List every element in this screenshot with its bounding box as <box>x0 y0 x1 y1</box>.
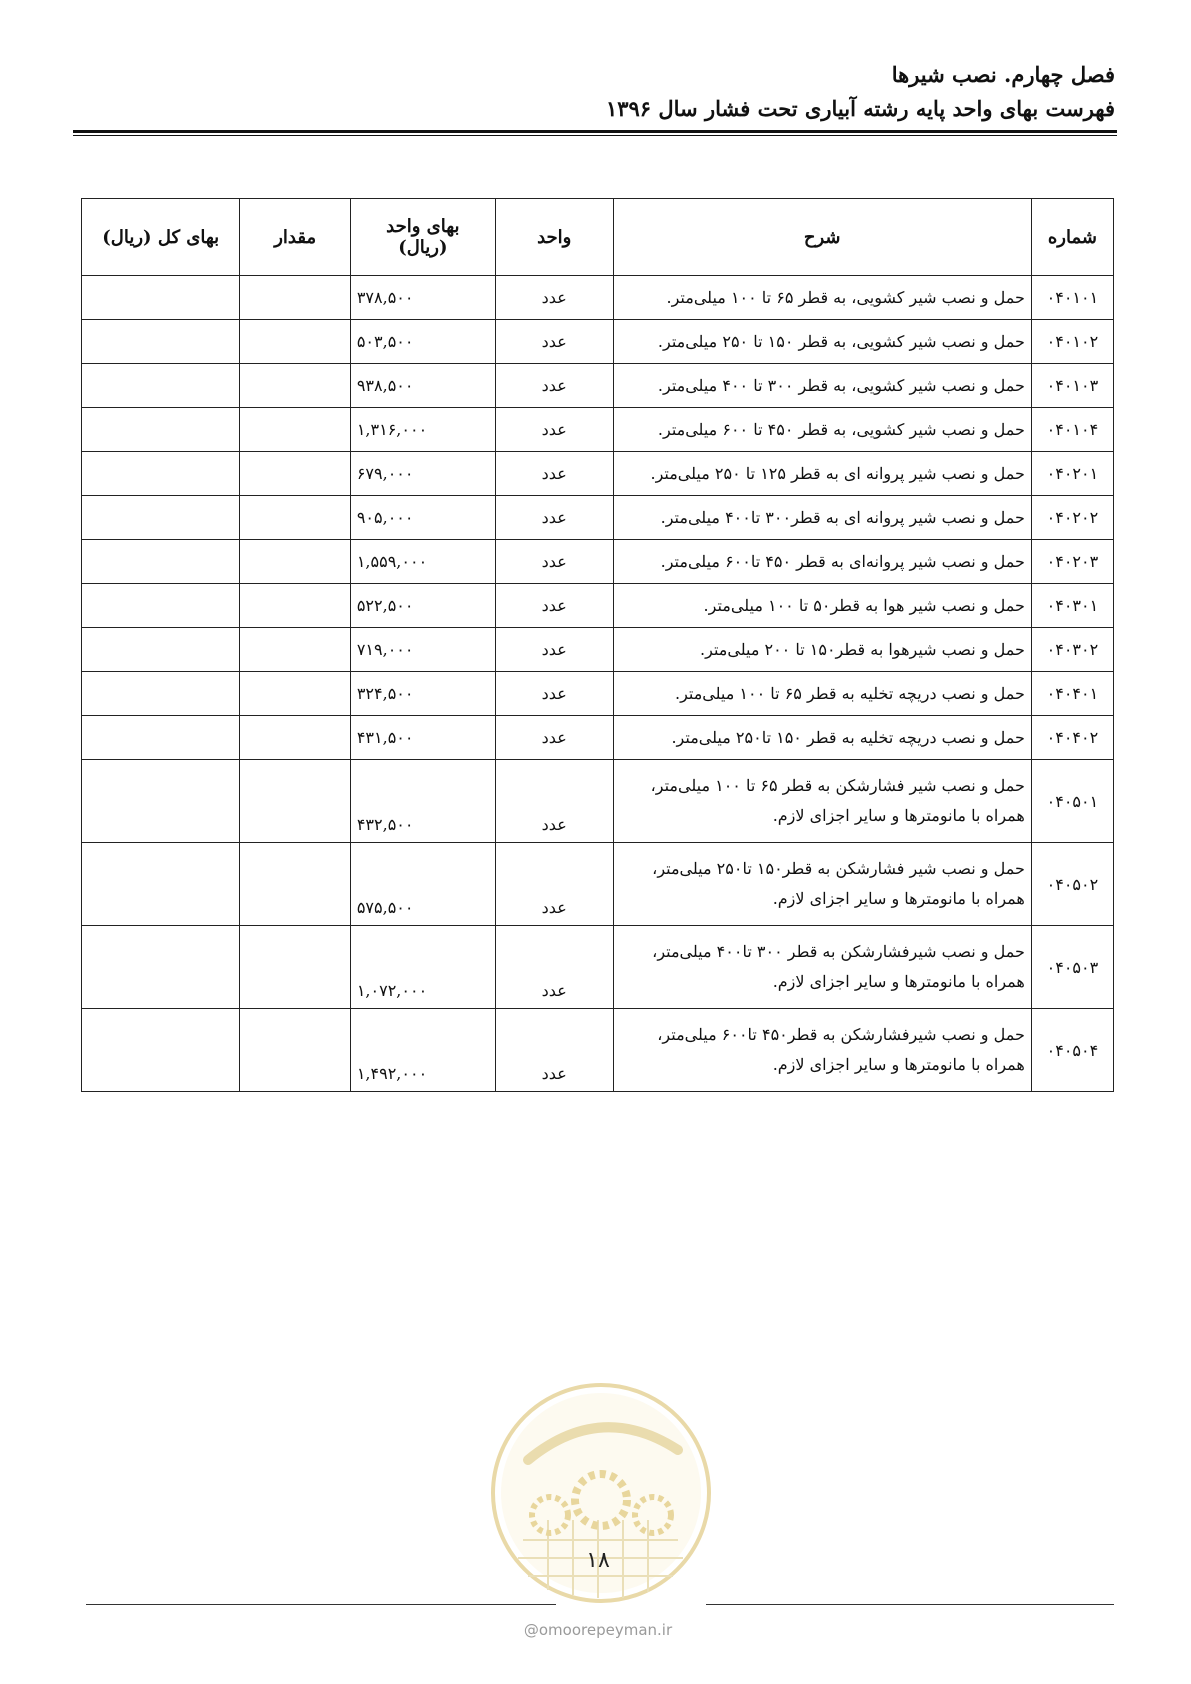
cell-code: ۰۴۰۱۰۳ <box>1031 364 1113 408</box>
footer-rule-left <box>86 1604 556 1605</box>
cell-code: ۰۴۰۳۰۲ <box>1031 628 1113 672</box>
cell-description <box>613 926 1031 1009</box>
cell-quantity <box>240 926 350 1009</box>
header-rule-thin <box>73 135 1117 136</box>
page-number: ۱۸ <box>586 1548 610 1573</box>
cell-description <box>613 496 1031 540</box>
cell-code: ۰۴۰۵۰۱ <box>1031 760 1113 843</box>
cell-code: ۰۴۰۵۰۳ <box>1031 926 1113 1009</box>
description-line: همراه با مانومترها و سایر اجزای لازم. <box>772 1055 1025 1074</box>
cell-quantity <box>240 540 350 584</box>
table-header-row <box>82 199 1114 276</box>
cell-total-price <box>82 843 240 926</box>
cell-total-price <box>82 760 240 843</box>
cell-description <box>613 628 1031 672</box>
cell-unit-price: ۹۳۸,۵۰۰ <box>350 364 495 408</box>
cell-total-price <box>82 452 240 496</box>
cell-unit: عدد <box>495 320 613 364</box>
cell-total-price <box>82 584 240 628</box>
cell-total-price <box>82 364 240 408</box>
cell-quantity <box>240 320 350 364</box>
cell-total-price <box>82 716 240 760</box>
cell-description <box>613 364 1031 408</box>
cell-unit: عدد <box>495 716 613 760</box>
description-line: حمل و نصب شیر پروانه ای به قطر۳۰۰ تا۴۰۰ میلی‌متر. <box>660 507 1025 527</box>
description-line: حمل و نصب شیر پروانه‌ای به قطر ۴۵۰ تا۶۰۰ میلی‌متر. <box>660 551 1025 571</box>
cell-description <box>613 1009 1031 1092</box>
cell-quantity <box>240 672 350 716</box>
table-row <box>82 584 1114 628</box>
cell-code: ۰۴۰۴۰۲ <box>1031 716 1113 760</box>
cell-quantity <box>240 716 350 760</box>
cell-description <box>613 760 1031 843</box>
header-quantity: مقدار <box>240 199 350 276</box>
cell-unit: عدد <box>495 540 613 584</box>
description-line: همراه با مانومترها و سایر اجزای لازم. <box>772 972 1025 991</box>
description-line: حمل و نصب شیر پروانه ای به قطر ۱۲۵ تا ۲۵۰ میلی‌متر. <box>650 463 1025 483</box>
cell-description <box>613 843 1031 926</box>
description-line: حمل و نصب شیر کشویی، به قطر ۱۵۰ تا ۲۵۰ میلی‌متر. <box>657 331 1025 351</box>
cell-unit-price: ۱,۰۷۲,۰۰۰ <box>350 926 495 1009</box>
cell-quantity <box>240 452 350 496</box>
cell-total-price <box>82 496 240 540</box>
table-row <box>82 716 1114 760</box>
cell-unit-price: ۱,۵۵۹,۰۰۰ <box>350 540 495 584</box>
description-line: همراه با مانومترها و سایر اجزای لازم. <box>772 889 1025 908</box>
table-row <box>82 926 1114 1009</box>
cell-unit-price: ۵۷۵,۵۰۰ <box>350 843 495 926</box>
cell-quantity <box>240 843 350 926</box>
cell-unit-price: ۱,۴۹۲,۰۰۰ <box>350 1009 495 1092</box>
description-line: حمل و نصب دریچه تخلیه به قطر ۶۵ تا ۱۰۰ میلی‌متر. <box>674 683 1025 703</box>
table-row <box>82 364 1114 408</box>
chapter-title: فصل چهارم. نصب شیرها <box>891 62 1115 87</box>
cell-quantity <box>240 496 350 540</box>
cell-description <box>613 408 1031 452</box>
table-row <box>82 276 1114 320</box>
website-watermark: @omoorepeyman.ir <box>523 1621 673 1639</box>
header-unit-price <box>350 199 495 276</box>
cell-total-price <box>82 540 240 584</box>
cell-total-price <box>82 672 240 716</box>
cell-quantity <box>240 408 350 452</box>
description-line: حمل و نصب شیر فشارشکن به قطر۱۵۰ تا۲۵۰ میلی‌متر، <box>652 859 1025 878</box>
cell-unit: عدد <box>495 452 613 496</box>
cell-unit-price: ۴۳۲,۵۰۰ <box>350 760 495 843</box>
cell-unit-price: ۳۷۸,۵۰۰ <box>350 276 495 320</box>
cell-unit: عدد <box>495 926 613 1009</box>
cell-code: ۰۴۰۱۰۲ <box>1031 320 1113 364</box>
price-list-table <box>81 198 1114 1092</box>
table-row <box>82 760 1114 843</box>
cell-total-price <box>82 276 240 320</box>
cell-quantity <box>240 584 350 628</box>
cell-total-price <box>82 320 240 364</box>
cell-unit: عدد <box>495 584 613 628</box>
cell-code: ۰۴۰۴۰۱ <box>1031 672 1113 716</box>
header-total-price: بهای کل (ریال) <box>82 199 240 276</box>
cell-description <box>613 540 1031 584</box>
cell-code: ۰۴۰۲۰۱ <box>1031 452 1113 496</box>
cell-unit: عدد <box>495 628 613 672</box>
cell-unit: عدد <box>495 408 613 452</box>
table-row <box>82 628 1114 672</box>
cell-unit-price: ۵۲۲,۵۰۰ <box>350 584 495 628</box>
description-line: حمل و نصب شیرفشارشکن به قطر ۳۰۰ تا۴۰۰ میلی‌متر، <box>652 942 1025 961</box>
description-line: حمل و نصب شیرهوا به قطر۱۵۰ تا ۲۰۰ میلی‌متر. <box>700 639 1025 659</box>
cell-quantity <box>240 364 350 408</box>
description-line: حمل و نصب دریچه تخلیه به قطر ۱۵۰ تا۲۵۰ میلی‌متر. <box>671 727 1025 747</box>
description-line: حمل و نصب شیر هوا به قطر۵۰ تا ۱۰۰ میلی‌متر. <box>703 595 1025 615</box>
cell-total-price <box>82 408 240 452</box>
table-row <box>82 540 1114 584</box>
cell-unit: عدد <box>495 843 613 926</box>
table-body <box>82 276 1114 1092</box>
cell-unit-price: ۹۰۵,۰۰۰ <box>350 496 495 540</box>
header-description: شرح <box>613 199 1031 276</box>
table-row <box>82 1009 1114 1092</box>
cell-code: ۰۴۰۵۰۴ <box>1031 1009 1113 1092</box>
description-line: حمل و نصب شیر فشارشکن به قطر ۶۵ تا ۱۰۰ میلی‌متر، <box>650 776 1025 795</box>
cell-unit-price: ۷۱۹,۰۰۰ <box>350 628 495 672</box>
description-line: حمل و نصب شیر کشویی، به قطر ۶۵ تا ۱۰۰ میلی‌متر. <box>666 287 1025 307</box>
cell-unit: عدد <box>495 672 613 716</box>
cell-description <box>613 584 1031 628</box>
header-unit-price-currency: (ریال) <box>398 237 448 258</box>
cell-code: ۰۴۰۲۰۳ <box>1031 540 1113 584</box>
cell-quantity <box>240 1009 350 1092</box>
cell-unit-price: ۶۷۹,۰۰۰ <box>350 452 495 496</box>
cell-quantity <box>240 760 350 843</box>
cell-code: ۰۴۰۱۰۱ <box>1031 276 1113 320</box>
header-rule-thick <box>73 130 1117 133</box>
table-row <box>82 452 1114 496</box>
description-line: حمل و نصب شیر کشویی، به قطر ۴۵۰ تا ۶۰۰ میلی‌متر. <box>657 419 1025 439</box>
cell-description <box>613 672 1031 716</box>
cell-quantity <box>240 276 350 320</box>
cell-quantity <box>240 628 350 672</box>
cell-total-price <box>82 926 240 1009</box>
cell-code: ۰۴۰۲۰۲ <box>1031 496 1113 540</box>
document-subtitle: فهرست بهای واحد پایه رشته آبیاری تحت فشار سال ۱۳۹۶ <box>605 96 1115 121</box>
cell-code: ۰۴۰۵۰۲ <box>1031 843 1113 926</box>
header-unit: واحد <box>495 199 613 276</box>
cell-description <box>613 276 1031 320</box>
cell-unit-price: ۳۲۴,۵۰۰ <box>350 672 495 716</box>
description-line: حمل و نصب شیر کشویی، به قطر ۳۰۰ تا ۴۰۰ میلی‌متر. <box>657 375 1025 395</box>
footer-rule-right <box>706 1604 1114 1605</box>
cell-total-price <box>82 628 240 672</box>
cell-code: ۰۴۰۳۰۱ <box>1031 584 1113 628</box>
cell-unit: عدد <box>495 760 613 843</box>
page-header <box>75 58 1115 126</box>
cell-total-price <box>82 1009 240 1092</box>
header-code: شماره <box>1031 199 1113 276</box>
cell-description <box>613 452 1031 496</box>
cell-unit-price: ۵۰۳,۵۰۰ <box>350 320 495 364</box>
cell-code: ۰۴۰۱۰۴ <box>1031 408 1113 452</box>
table-row <box>82 320 1114 364</box>
table-row <box>82 496 1114 540</box>
table-row <box>82 843 1114 926</box>
description-line: حمل و نصب شیرفشارشکن به قطر۴۵۰ تا۶۰۰ میلی‌متر، <box>657 1025 1025 1044</box>
cell-description <box>613 320 1031 364</box>
description-line: همراه با مانومترها و سایر اجزای لازم. <box>772 806 1025 825</box>
cell-unit: عدد <box>495 496 613 540</box>
table-row <box>82 408 1114 452</box>
cell-unit-price: ۱,۳۱۶,۰۰۰ <box>350 408 495 452</box>
table-row <box>82 672 1114 716</box>
cell-unit: عدد <box>495 364 613 408</box>
cell-unit: عدد <box>495 276 613 320</box>
cell-unit-price: ۴۳۱,۵۰۰ <box>350 716 495 760</box>
header-unit-price-label: بهای واحد <box>386 216 460 237</box>
cell-unit: عدد <box>495 1009 613 1092</box>
cell-description <box>613 716 1031 760</box>
